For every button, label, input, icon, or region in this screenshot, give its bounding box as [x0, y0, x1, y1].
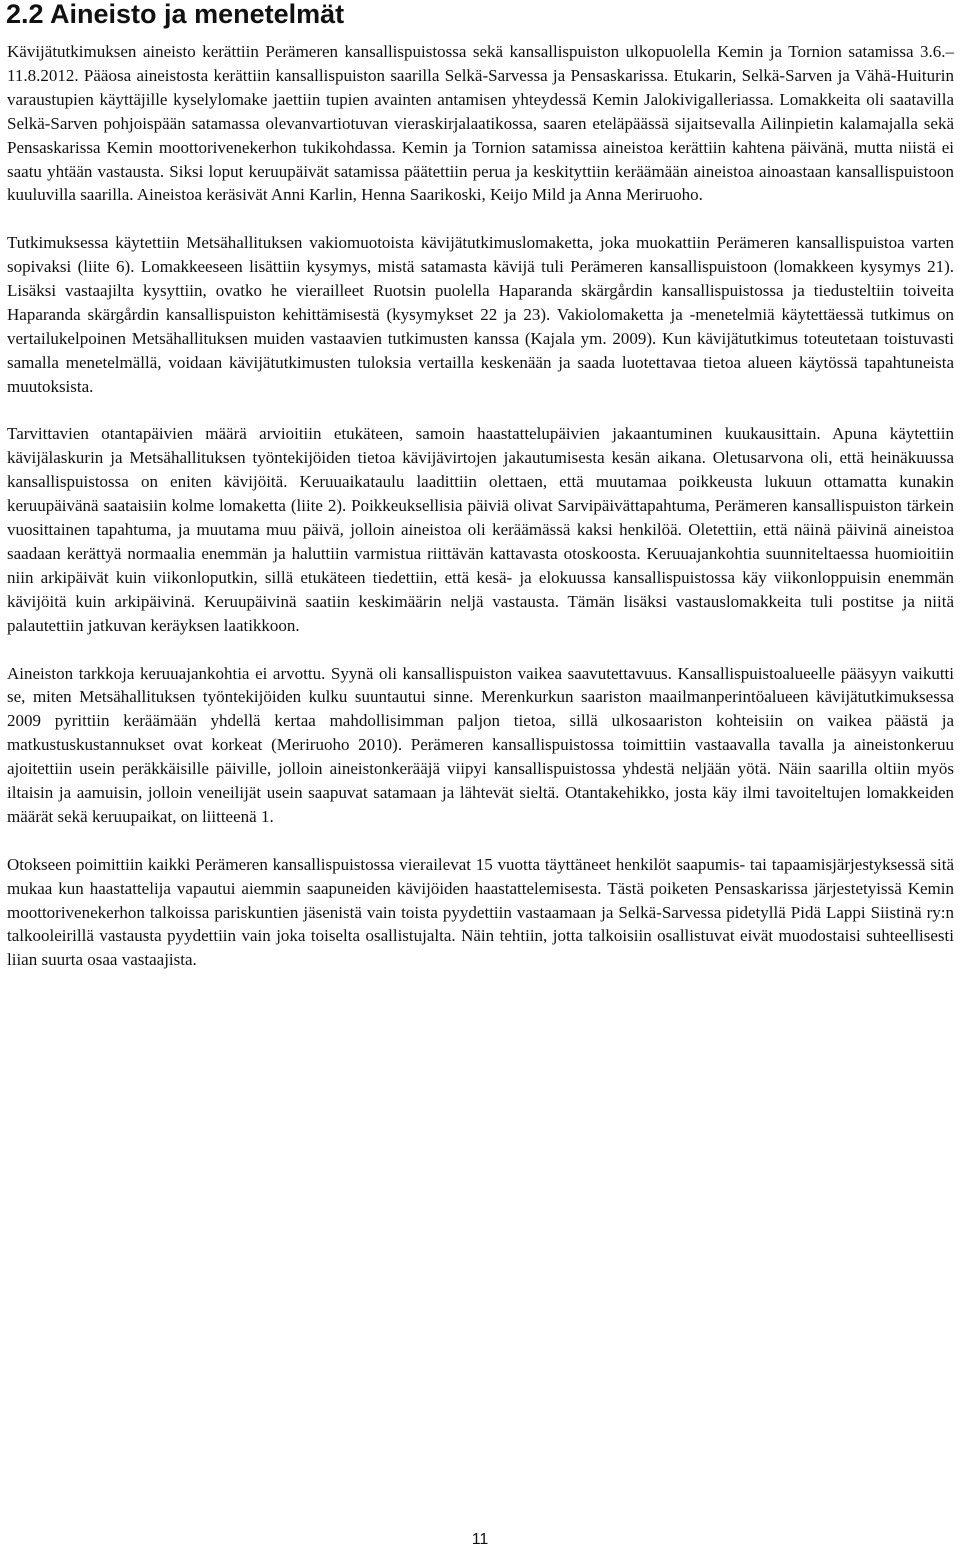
page-number: 11 [471, 1531, 489, 1548]
paragraph-2: Tutkimuksessa käytettiin Metsähallituksen vakiomuotoista kävijätutkimuslomaketta, joka muokattiin Perämeren kansallispuistoa varten sopivaksi (liite 6). Lomakkeeseen lisättiin kysymys, mistä satamasta kävijä tuli Perämeren kansallispuistoon (lomakkeen kysymys 21). Lisäksi vastaajilta kysyttiin, ovatko he vierailleet Ruotsin puolella Haparanda skärgårdin kansallispuistossa ja tiedusteltiin toiveita Haparanda skärgårdin kansallispuiston kehittämisestä (kysymykset 22 ja 23). Vakiolomaketta ja -menetelmiä käytettäessä tutkimus on vertailukelpoinen Metsähallituksen muiden vastaavien tutkimusten kanssa (Kajala ym. 2009). Kun kävijätutkimus toteutetaan toistuvasti samalla menetelmällä, voidaan kävijätutkimusten tuloksia vertailla keskenään ja saada luotettavaa tietoa alueen käytössä tapahtuneista muutoksista. [7, 233, 954, 396]
paragraph-1: Kävijätutkimuksen aineisto kerättiin Perämeren kansallispuistossa sekä kansallispuiston ulkopuolella Kemin ja Tornion satamissa 3.6.–11.8.2012. Pääosa aineistosta kerättiin kansallispuiston saarilla Selkä-Sarvessa ja Pensaskarissa. Etukarin, Selkä-Sarven ja Vähä-Huiturin varaustupien käyttäjille kyselylomake jaettiin tupien avainten antamisen yhteydessä Kemin Jalokivigalleriassa. Lomakkeita oli saatavilla Selkä-Sarven pohjoispään satamassa olevanvartiotuvan vieraskirjalaatikossa, saaren eteläpäässä sijaitsevalla Ailinpietin kalamajalla sekä Pensaskarissa Kemin moottorivenekerhon tukikohdassa. Kemin ja Tornion satamissa aineistoa kerättiin kahtena päivänä, mutta niistä ei saatu yhtään vastausta. Siksi loput keruupäivät satamissa päätettiin perua ja keskityttiin keräämään aineistoa ainoastaan kansallispuistoon kuuluvilla saarilla. Aineistoa keräsivät Anni Karlin, Henna Saarikoski, Keijo Mild ja Anna Meriruoho. [7, 42, 954, 205]
paragraph-4: Aineiston tarkkoja keruuajankohtia ei arvottu. Syynä oli kansallispuiston vaikea saavutettavuus. Kansallispuistoalueelle pääsyyn vaikutti se, miten Metsähallituksen työntekijöiden kulku suuntautui sinne. Merenkurkun saariston maailmanperintöalueen kävijätutkimuksessa 2009 pyrittiin keräämään yhdellä kertaa mahdollisimman paljon tietoa, sillä ulkosaariston kohteisiin on vaikea päästä ja matkustuskustannukset ovat korkeat (Meriruoho 2010). Perämeren kansallispuistossa toimittiin vastaavalla tavalla ja aineistonkeruu ajoitettiin usein peräkkäisille päiville, jolloin aineistonkerääjä viipyi kansallispuistossa yhdestä neljään yötä. Näin saarilla oltiin myös iltaisin ja aamuisin, jolloin veneilijät usein saapuvat satamaan ja lähtevät sieltä. Otantakehikko, josta käy ilmi tavoiteltujen lomakkeiden määrät sekä keruupaikat, on liitteenä 1. [7, 663, 954, 826]
paragraph-3: Tarvittavien otantapäivien määrä arvioitiin etukäteen, samoin haastattelupäivien jakaantuminen kuukausittain. Apuna käytettiin kävijälaskurin ja Metsähallituksen työntekijöiden tietoa kävijävirtojen jakautumisesta kesän aikana. Oletusarvona oli, että heinäkuussa kansallispuistossa on eniten kävijöitä. Keruuaikataulu laadittiin olettaen, että muutamaa poikkeusta lukuun ottamatta kunakin keruupäivänä saataisiin kolme lomaketta (liite 2). Poikkeuksellisia päiviä olivat Sarvipäivättapahtuma, Perämeren kansallispuiston tärkein vuosittainen tapahtuma, ja muutama muu päivä, jolloin aineistoa oli keräämässä kaksi henkilöä. Oletettiin, että näinä päivinä aineistoa saadaan kerättyä normaalia enemmän ja haluttiin varmistua riittävän kattavasta otoskoosta. Keruuajankohtia suunniteltaessa huomioitiin niin arkipäivät kuin viikonloputkin, sillä etukäteen tiedettiin, että kesä- ja elokuussa kansallispuistossa käy viikonloppuisin enemmän kävijöitä kuin arkipäivinä. Keruupäivinä saatiin keskimäärin neljä vastausta. Tämän lisäksi vastauslomakkeita tuli postitse ja niitä palautettiin jatkuvan keräyksen laatikkoon. [7, 424, 954, 635]
section-heading: 2.2 Aineisto ja menetelmät [6, 0, 345, 29]
body-text [7, 40, 954, 996]
paragraph-5: Otokseen poimittiin kaikki Perämeren kansallispuistossa vierailevat 15 vuotta täyttäneet henkilöt saapumis- tai tapaamisjärjestyksessä sitä mukaa kun haastattelija vapautui aiemmin saapuneiden kävijöiden haastattelemisesta. Tästä poiketen Pensaskarissa järjestetyissä Kemin moottorivenekerhon talkoissa pariskuntien jäsenistä vain toista pyydettiin vastaamaan ja Selkä-Sarvessa pidetyllä Pidä Lappi Siistinä ry:n talkooleirillä vastausta pyydettiin vain joka toiselta osallistujalta. Näin tehtiin, jotta talkoisiin osallistuvat eivät muodostaisi suhteellisesti liian suurta osaa vastaajista. [7, 854, 954, 970]
